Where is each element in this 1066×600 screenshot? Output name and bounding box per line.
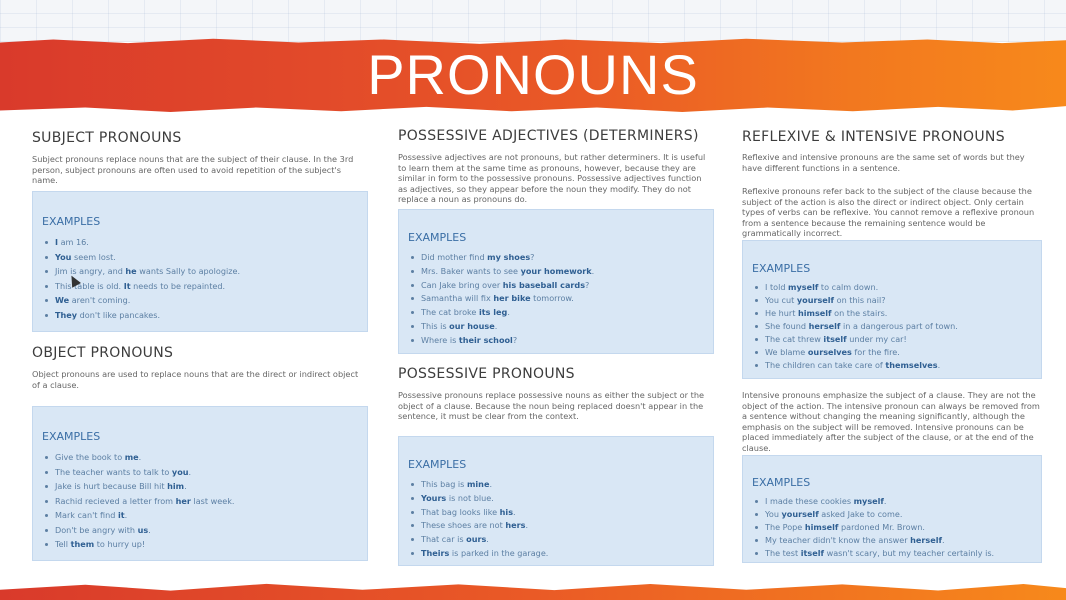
list-item: He hurt himself on the stairs. [765, 308, 958, 321]
possessive-pronouns-examples-box [398, 436, 714, 566]
list-item: The cat threw itself under my car! [765, 334, 958, 347]
list-item: I made these cookies myself. [765, 496, 994, 509]
list-item: Can Jake bring over his baseball cards? [421, 280, 594, 294]
list-item: Samantha will fix her bike tomorrow. [421, 293, 594, 307]
possessive-adjectives-heading: POSSESSIVE ADJECTIVES (DETERMINERS) [398, 128, 699, 144]
graph-paper-background [0, 0, 1066, 42]
list-item: I told myself to calm down. [765, 282, 958, 295]
list-item: You cut yourself on this nail? [765, 295, 958, 308]
bottom-decoration [0, 583, 1066, 600]
list-item: Theirs is parked in the garage. [421, 548, 548, 562]
reflexive-examples-box [742, 240, 1042, 379]
object-pronouns-desc: Object pronouns are used to replace nouns that are the direct or indirect object of a clause. [32, 369, 359, 390]
list-item: That car is ours. [421, 534, 548, 548]
possessive-adjectives-examples-box [398, 209, 714, 354]
subject-pronouns-heading: SUBJECT PRONOUNS [32, 130, 182, 146]
list-item: We blame ourselves for the fire. [765, 347, 958, 360]
list-item: This is our house. [421, 321, 594, 335]
list-item: They don't like pancakes. [55, 310, 240, 325]
examples-heading: EXAMPLES [408, 231, 467, 244]
list-item: Jim is angry, and he wants Sally to apologize. [55, 266, 240, 281]
examples-heading: EXAMPLES [42, 215, 101, 228]
list-item: Yours is not blue. [421, 493, 548, 507]
list-item: My teacher didn't know the answer herself. [765, 535, 994, 548]
possessive-adjectives-desc: Possessive adjectives are not pronouns, but rather determiners. It is useful to learn them at the same time as pronouns, however, because they are similar in form to the possessive pronouns. Possessive adjectives function as adjectives, so they appear before the noun they modify. They do not replace a noun as pronouns do. [398, 152, 706, 205]
list-item: You yourself asked Jake to come. [765, 509, 994, 522]
reflexive-intensive-desc: Reflexive and intensive pronouns are the same set of words but they have different functions in a sentence. [742, 152, 1025, 173]
possessive-pronouns-heading: POSSESSIVE PRONOUNS [398, 366, 575, 382]
subject-examples-box [32, 191, 368, 332]
list-item: We aren't coming. [55, 295, 240, 310]
list-item: The teacher wants to talk to you. [55, 467, 234, 482]
examples-heading: EXAMPLES [42, 430, 101, 443]
list-item: I am 16. [55, 237, 240, 252]
page-title: PRONOUNS [367, 43, 699, 106]
list-item: Give the book to me. [55, 452, 234, 467]
list-item: This table is old. It needs to be repainted. [55, 281, 240, 296]
list-item: That bag looks like his. [421, 507, 548, 521]
list-item: You seem lost. [55, 252, 240, 267]
list-item: These shoes are not hers. [421, 520, 548, 534]
list-item: This bag is mine. [421, 479, 548, 493]
object-examples-box [32, 406, 368, 561]
list-item: Rachid recieved a letter from her last week. [55, 496, 234, 511]
list-item: Mark can't find it. [55, 510, 234, 525]
reflexive-intensive-heading: REFLEXIVE & INTENSIVE PRONOUNS [742, 129, 1005, 145]
list-item: The test itself wasn't scary, but my teacher certainly is. [765, 548, 994, 561]
possessive-pronouns-desc: Possessive pronouns replace possessive nouns as either the subject or the object of a clause. Because the noun being replaced doesn't appear in the sentence, it must be clear from the context. [398, 390, 705, 422]
examples-heading: EXAMPLES [752, 476, 811, 489]
list-item: The Pope himself pardoned Mr. Brown. [765, 522, 994, 535]
list-item: Jake is hurt because Bill hit him. [55, 481, 234, 496]
reflexive-desc: Reflexive pronouns refer back to the subject of the clause because the subject of the action is also the direct or indirect object. Only certain types of verbs can be reflexive. You cannot remove a reflexive pronoun from a sentence because the remaining sentence would be grammatically incorrect. [742, 186, 1035, 239]
list-item: Don't be angry with us. [55, 525, 234, 540]
list-item: The children can take care of themselves. [765, 360, 958, 373]
list-item: The cat broke its leg. [421, 307, 594, 321]
object-pronouns-heading: OBJECT PRONOUNS [32, 345, 174, 361]
list-item: She found herself in a dangerous part of town. [765, 321, 958, 334]
subject-pronouns-desc: Subject pronouns replace nouns that are the subject of their clause. In the 3rd person, subject pronouns are often used to avoid repetition of the subject's name. [32, 154, 354, 186]
list-item: Did mother find my shoes? [421, 252, 594, 266]
list-item: Where is their school? [421, 335, 594, 349]
intensive-examples-box [742, 455, 1042, 563]
intensive-desc: Intensive pronouns emphasize the subject of a clause. They are not the object of the action. The intensive pronoun can always be removed from a sentence without changing the meaning significantly, although the emphasis on the subject will be removed. Intensive pronouns can be placed immediately after the subject of the clause, or at the end of the clause. [742, 390, 1040, 453]
list-item: Tell them to hurry up! [55, 539, 234, 554]
examples-heading: EXAMPLES [752, 262, 811, 275]
examples-heading: EXAMPLES [408, 458, 467, 471]
list-item: Mrs. Baker wants to see your homework. [421, 266, 594, 280]
